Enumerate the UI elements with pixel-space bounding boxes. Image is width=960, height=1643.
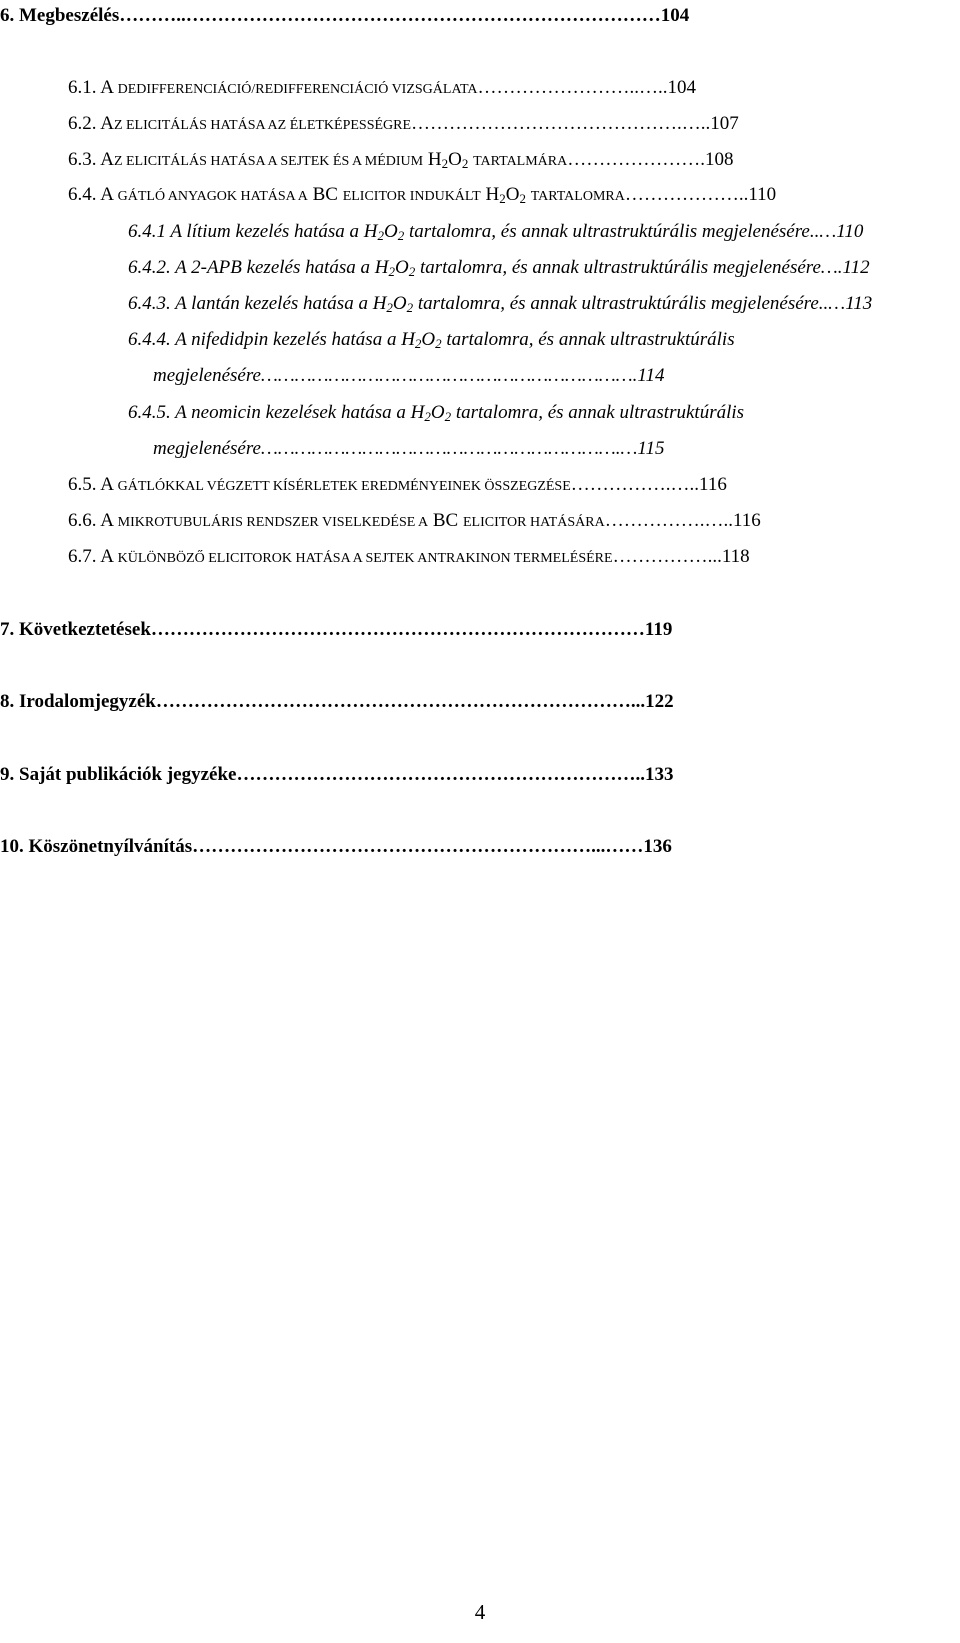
formula-o: O <box>392 293 407 314</box>
formula-sub: 2 <box>406 300 414 315</box>
entry-text: 6.4.2. A 2-APB kezelés hatása a H <box>128 257 389 278</box>
toc-chapter-6: 6. Megbeszélés………..…………………………………………………………………104 <box>0 5 690 26</box>
entry-text: 6.4.3. A lantán kezelés hatása a H <box>128 293 387 314</box>
entry-leader-page: ……………………..…..104 <box>477 77 697 98</box>
entry-initial: A <box>100 474 113 495</box>
formula-sub: 2 <box>461 156 469 171</box>
entry-leader-page: …………………………………….…..107 <box>411 113 739 134</box>
entry-title-end: TARTALMÁRA <box>473 154 568 169</box>
entry-leader-page: ………………….108 <box>567 149 734 170</box>
entry-text-end: tartalomra, és annak ultrastruktúrális megjelenésére..…113 <box>413 293 873 314</box>
toc-entry-6-4-2 <box>128 256 870 284</box>
formula-sub: 2 <box>397 228 405 243</box>
toc-entry-6-4-4-cont: megjelenésére………………………………………………………….114 <box>153 365 665 386</box>
entry-title: MIKROTUBULÁRIS RENDSZER VISELKEDÉSE A <box>117 515 429 530</box>
toc-entry-6-1 <box>68 76 696 102</box>
entry-title-2: ELICITOR INDUKÁLT <box>342 189 481 204</box>
entry-title: Z ELICITÁLÁS HATÁSA A SEJTEK ÉS A MÉDIUM <box>113 154 424 169</box>
entry-text-end: tartalomra, és annak ultrastruktúrális <box>441 329 735 350</box>
entry-number: 6.1. <box>68 77 97 98</box>
entry-text: 6.4.5. A neomicin kezelések hatása a H <box>128 402 425 423</box>
entry-text-end: tartalomra, és annak ultrastruktúrális megjelenésére..…110 <box>404 221 864 242</box>
entry-initial: A <box>100 77 113 98</box>
entry-number: 6.7. <box>68 546 97 567</box>
toc-chapter-7: 7. Következtetések……………………………………………………………………119 <box>0 619 673 640</box>
toc-chapter-10: 10. Köszönetnyílvánítás………………………………………………………...……136 <box>0 836 672 857</box>
formula-o: O <box>395 257 409 278</box>
formula-o: O <box>505 184 520 205</box>
toc-entry-6-7 <box>68 545 750 571</box>
formula-h: H <box>427 149 442 170</box>
entry-leader-page: ………………..110 <box>624 184 777 205</box>
formula-sub: 2 <box>388 264 396 279</box>
entry-text: 6.4.4. A nifedidpin kezelés hatása a H <box>128 329 415 350</box>
toc-entry-6-4-5 <box>128 401 744 429</box>
entry-title-bc: BC <box>312 184 338 205</box>
formula-o: O <box>421 329 436 350</box>
formula-sub: 2 <box>424 409 431 424</box>
entry-title: KÜLÖNBÖZŐ ELICITOROK HATÁSA A SEJTEK ANTRAKINON TERMELÉSÉRE <box>117 551 613 566</box>
toc-entry-6-4-5-cont: megjelenésére……………………………………………………….…115 <box>153 438 665 459</box>
entry-text-end: tartalomra, és annak ultrastruktúrális megjelenésére….112 <box>415 257 870 278</box>
formula-sub: 2 <box>414 336 422 351</box>
entry-number: 6.3. <box>68 149 97 170</box>
page-number: 4 <box>474 1600 486 1624</box>
entry-title-bc: BC <box>432 510 459 531</box>
toc-entry-6-4-4 <box>128 328 735 356</box>
toc-entry-6-6 <box>68 509 761 535</box>
formula-sub: 2 <box>519 191 526 206</box>
entry-title: Z ELICITÁLÁS HATÁSA AZ ÉLETKÉPESSÉGRE <box>113 118 412 133</box>
formula-sub: 2 <box>408 264 416 279</box>
entry-leader-page: ……………...118 <box>612 546 750 567</box>
entry-title-end: TARTALOMRA <box>530 189 625 204</box>
entry-number: 6.2. <box>68 113 97 134</box>
toc-entry-6-4 <box>68 183 776 211</box>
entry-number: 6.4. <box>68 184 97 205</box>
entry-title-2: ELICITOR HATÁSÁRA <box>462 515 605 530</box>
toc-chapter-9: 9. Saját publikációk jegyzéke………………………………………………………..133 <box>0 764 674 785</box>
toc-entry-6-4-3 <box>128 292 872 320</box>
formula-sub: 2 <box>444 409 452 424</box>
formula-sub: 2 <box>441 156 449 171</box>
entry-title: GÁTLÓ ANYAGOK HATÁSA A <box>117 189 308 204</box>
toc-entry-6-5 <box>68 473 727 499</box>
entry-leader-page: …………….…..116 <box>604 510 761 531</box>
entry-number: 6.6. <box>68 510 97 531</box>
entry-title: DEDIFFERENCIÁCIÓ/REDIFFERENCIÁCIÓ VIZSGÁLATA <box>117 82 478 97</box>
entry-initial: A <box>100 113 114 134</box>
formula-o: O <box>448 149 462 170</box>
entry-leader-page: …………….…..116 <box>570 474 727 495</box>
formula-sub: 2 <box>377 228 384 243</box>
formula-o: O <box>430 402 445 423</box>
toc-chapter-8: 8. Irodalomjegyzék…………………………………………………………………...122 <box>0 691 674 712</box>
formula-o: O <box>383 221 398 242</box>
entry-initial: A <box>100 149 114 170</box>
entry-number: 6.5. <box>68 474 97 495</box>
formula-sub: 2 <box>435 336 442 351</box>
formula-sub: 2 <box>499 191 506 206</box>
formula-h: H <box>485 184 500 205</box>
entry-text-end: tartalomra, és annak ultrastruktúrális <box>451 402 745 423</box>
entry-initial: A <box>100 510 113 531</box>
entry-initial: A <box>100 184 113 205</box>
toc-entry-6-3 <box>68 148 733 176</box>
entry-text: 6.4.1 A lítium kezelés hatása a H <box>128 221 378 242</box>
toc-entry-6-4-1 <box>128 220 863 248</box>
entry-initial: A <box>100 546 113 567</box>
entry-title: GÁTLÓKKAL VÉGZETT KÍSÉRLETEK EREDMÉNYEINEK ÖSSZEGZÉSE <box>117 479 571 494</box>
formula-sub: 2 <box>386 300 393 315</box>
toc-entry-6-2 <box>68 112 739 138</box>
